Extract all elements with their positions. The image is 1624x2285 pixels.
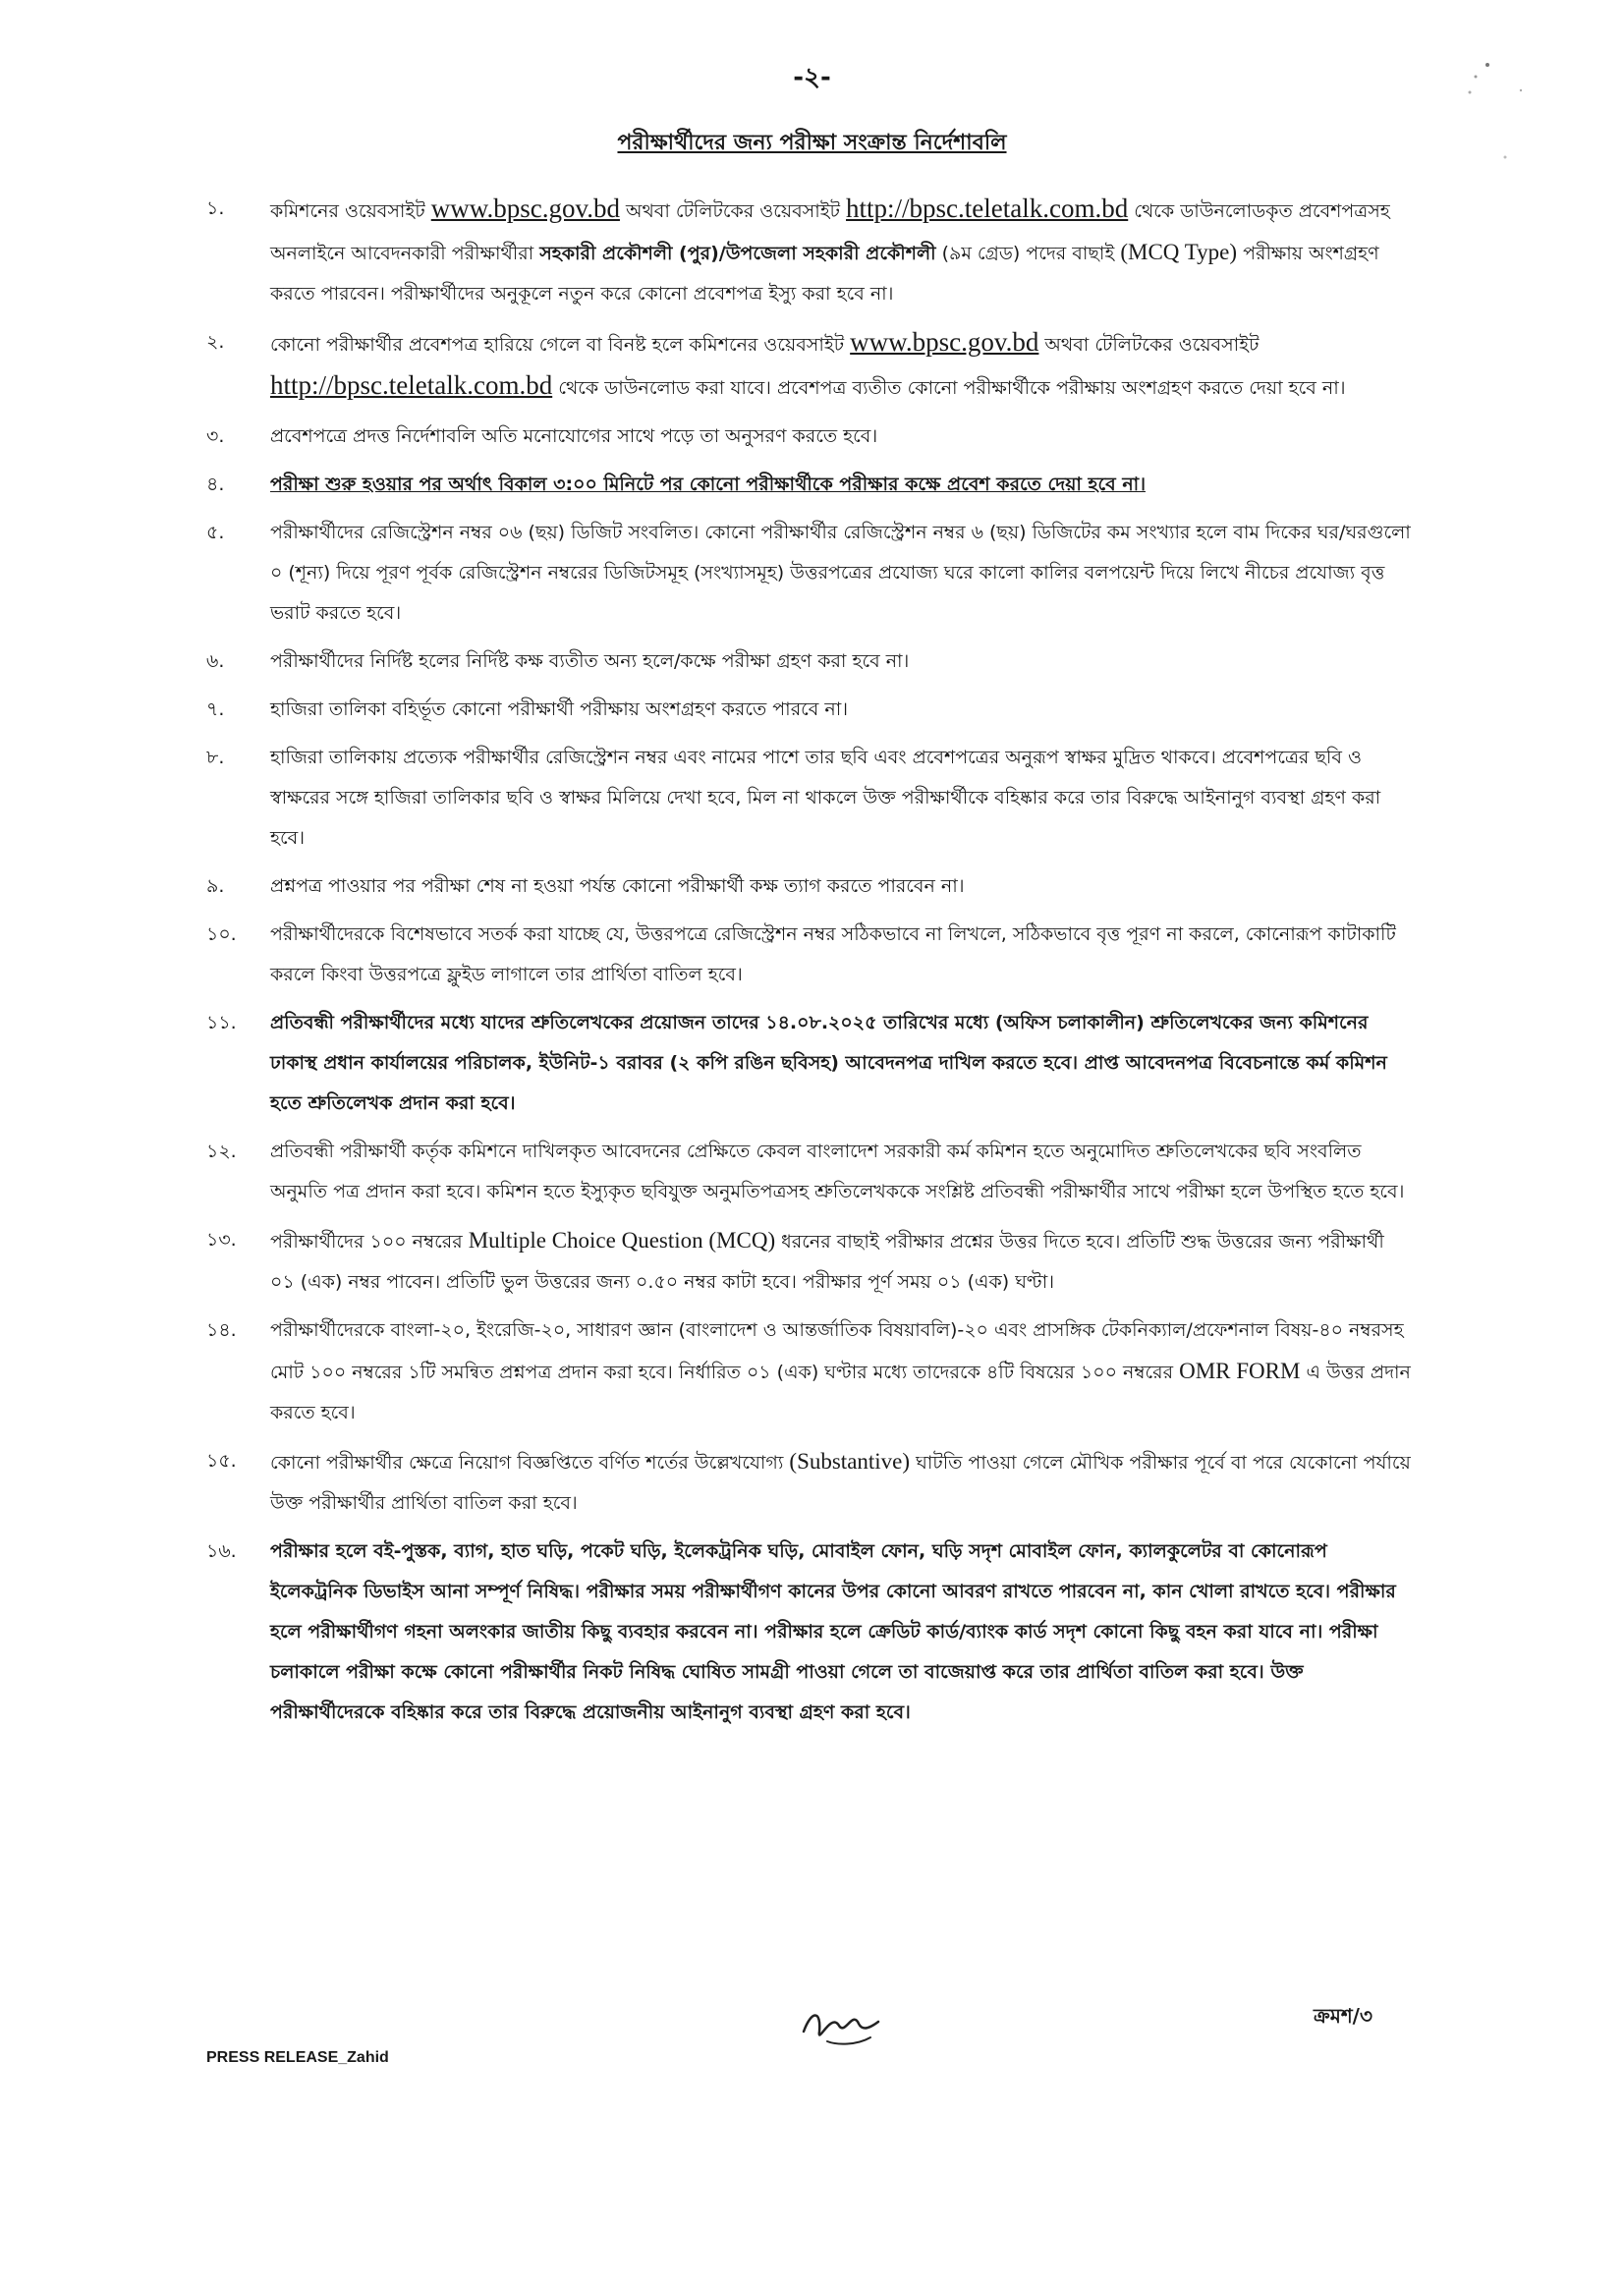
- item-number: ৩.: [206, 425, 225, 447]
- signature-mark: [798, 2002, 886, 2049]
- instruction-item: [206, 1220, 1413, 1303]
- item-number: ১৫.: [206, 1450, 237, 1472]
- instruction-item: [206, 915, 1413, 995]
- item-number: ১.: [206, 197, 225, 219]
- text-segment: কোনো পরীক্ষার্থীর ক্ষেত্রে নিয়োগ বিজ্ঞপ্তিতে বর্ণিত শর্তের উল্লেখযোগ্য: [270, 1452, 790, 1474]
- text-segment: OMR FORM: [1179, 1359, 1301, 1383]
- text-segment: পরীক্ষার্থীদের রেজিস্ট্রেশন নম্বর ০৬ (ছয়) ডিজিট সংবলিত। কোনো পরীক্ষার্থীর রেজিস্ট্রেশন নম্বর ৬ (ছয়) ডিজিটের কম সংখ্যার হলে বাম দিকের ঘর/ঘরগুলো ০ (শূন্য) দিয়ে পূরণ পূর্বক রেজিস্ট্রেশন নম্বরের ডিজিটসমূহ (সংখ্যাসমূহ) উত্তরপত্রের প্রযোজ্য ঘরে কালো কালির বলপয়েন্ট দিয়ে লিখে নীচের প্রযোজ্য বৃত্ত ভরাট করতে হবে।: [270, 522, 1411, 624]
- item-number: ৫.: [206, 522, 225, 543]
- item-number: ৯.: [206, 875, 225, 897]
- website-link[interactable]: http://bpsc.teletalk.com.bd: [270, 370, 553, 400]
- text-segment: এ উত্তর প্রদান করতে হবে।: [270, 1362, 1411, 1423]
- instruction-item: [206, 322, 1413, 409]
- text-segment: Multiple Choice Question (MCQ): [468, 1228, 776, 1253]
- text-segment: অথবা টেলিটকের ওয়েবসাইট: [1038, 334, 1260, 356]
- item-text: [270, 1228, 1384, 1293]
- text-segment: পরীক্ষার্থীদেরকে বাংলা-২০, ইংরেজি-২০, সাধারণ জ্ঞান (বাংলাদেশ ও আন্তর্জাতিক বিষয়াবলি)-২০ এবং প্রাসঙ্গিক টেকনিক্যাল/প্রফেশনাল বিষয়-৪০ নম্বরসহ মোট ১০০ নম্বরের ১টি সমন্বিত প্রশ্নপত্র প্রদান করা হবে। নির্ধারিত ০১ (এক) ঘণ্টার মধ্যে তাদেরকে ৪টি বিষয়ের ১০০ নম্বরের: [270, 1319, 1404, 1383]
- text-segment: পরীক্ষার হলে বই-পুস্তক, ব্যাগ, হাত ঘড়ি, পকেট ঘড়ি, ইলেকট্রনিক ঘড়ি, মোবাইল ফোন, ঘড়ি সদৃশ মোবাইল ফোন, ক্যালকুলেটর বা কোনোরূপ ইলেকট্রনিক ডিভাইস আনা সম্পূর্ণ নিষিদ্ধ। পরীক্ষার সময় পরীক্ষার্থীগণ কানের উপর কোনো আবরণ রাখতে পারবেন না, কান খোলা রাখতে হবে। পরীক্ষার হলে পরীক্ষার্থীগণ গহনা অলংকার জাতীয় কিছু ব্যবহার করবেন না। পরীক্ষার হলে ক্রেডিট কার্ড/ব্যাংক কার্ড সদৃশ কোনো কিছু বহন করা যাবে না। পরীক্ষা চলাকালে পরীক্ষা কক্ষে কোনো পরীক্ষার্থীর নিকট নিষিদ্ধ ঘোষিত সামগ্রী পাওয়া গেলে তা বাজেয়াপ্ত করে তার প্রার্থিতা বাতিল করা হবে। উক্ত পরীক্ষার্থীদেরকে বহিষ্কার করে তার বিরুদ্ধে প্রয়োজনীয় আইনানুগ ব্যবস্থা গ্রহণ করা হবে।: [270, 1540, 1396, 1723]
- instruction-item: [206, 1441, 1413, 1524]
- instruction-item: [206, 1003, 1413, 1124]
- item-text: [270, 1319, 1411, 1423]
- text-segment: ঘাটতি পাওয়া গেলে মৌখিক পরীক্ষার পূর্বে বা পরে যেকোনো পর্যায়ে উক্ত পরীক্ষার্থীর প্রার্থিতা বাতিল করা হবে।: [270, 1452, 1411, 1514]
- item-text: [270, 875, 965, 897]
- text-segment: প্রশ্নপত্র পাওয়ার পর পরীক্ষা শেষ না হওয়া পর্যন্ত কোনো পরীক্ষার্থী কক্ষ ত্যাগ করতে পারবেন না।: [270, 875, 965, 897]
- website-link[interactable]: www.bpsc.gov.bd: [850, 327, 1039, 357]
- page-number: -২-: [793, 63, 831, 92]
- text-segment: হাজিরা তালিকা বহির্ভূত কোনো পরীক্ষার্থী পরীক্ষায় অংশগ্রহণ করতে পারবে না।: [270, 698, 849, 720]
- text-segment: পরীক্ষার্থীদের নির্দিষ্ট হলের নির্দিষ্ট কক্ষ ব্যতীত অন্য হলে/কক্ষে পরীক্ষা গ্রহণ করা হবে না।: [270, 650, 910, 672]
- instruction-item: [206, 738, 1413, 859]
- instruction-item: [206, 513, 1413, 634]
- text-segment: (৯ম গ্রেড) পদের বাছাই: [935, 243, 1121, 264]
- text-segment: সহকারী প্রকৌশলী (পুর)/উপজেলা সহকারী প্রকৌশলী: [539, 243, 936, 264]
- item-number: ৪.: [206, 474, 225, 495]
- text-segment: পরীক্ষার্থীদেরকে বিশেষভাবে সতর্ক করা যাচ্ছে যে, উত্তরপত্রে রেজিস্ট্রেশন নম্বর সঠিকভাবে না লিখলে, সঠিকভাবে বৃত্ত পূরণ না করলে, কোনোরূপ কাটাকাটি করলে কিংবা উত্তরপত্রে ফ্লুইড লাগালে তার প্রার্থিতা বাতিল হবে।: [270, 923, 1396, 985]
- text-segment: অথবা টেলিটকের ওয়েবসাইট: [619, 200, 847, 222]
- text-segment: (MCQ Type): [1120, 240, 1238, 264]
- continued-marker: ক্রমশ/৩: [1314, 2004, 1372, 2028]
- instruction-item: [206, 866, 1413, 907]
- item-text: [270, 698, 848, 720]
- text-segment: থেকে ডাউনলোডকৃত প্রবেশপত্রসহ অনলাইনে আবেদনকারী পরীক্ষার্থীরা: [270, 200, 1390, 264]
- item-number: ২.: [206, 331, 225, 353]
- text-segment: থেকে ডাউনলোড করা যাবে। প্রবেশপত্র ব্যতীত কোনো পরীক্ষার্থীকে পরীক্ষায় অংশগ্রহণ করতে দেয়া হবে না।: [552, 377, 1346, 399]
- text-segment: পরীক্ষায় অংশগ্রহণ করতে পারবেন। পরীক্ষার্থীদের অনুকূলে নতুন করে কোনো প্রবেশপত্র ইস্যু করা হবে না।: [270, 243, 1379, 305]
- item-text: [270, 1540, 1396, 1723]
- item-text: [270, 1012, 1387, 1114]
- item-text: [270, 327, 1346, 400]
- instruction-item: [206, 641, 1413, 682]
- item-text: [270, 194, 1390, 305]
- text-segment: কোনো পরীক্ষার্থীর প্রবেশপত্র হারিয়ে গেলে বা বিনষ্ট হলে কমিশনের ওয়েবসাইট: [270, 334, 851, 356]
- text-segment: পরীক্ষা শুরু হওয়ার পর অর্থাৎ বিকাল ৩:০০ মিনিটে পর কোনো পরীক্ষার্থীকে পরীক্ষার কক্ষে প্রবেশ করতে দেয়া হবে না।: [270, 474, 1146, 495]
- item-number: ১১.: [206, 1012, 237, 1033]
- item-number: ১২.: [206, 1141, 237, 1162]
- item-number: ১৬.: [206, 1540, 237, 1562]
- text-segment: প্রতিবন্ধী পরীক্ষার্থী কর্তৃক কমিশনে দাখিলকৃত আবেদনের প্রেক্ষিতে কেবল বাংলাদেশ সরকারী কর্ম কমিশন হতে অনুমোদিত শ্রুতিলেখকের ছবি সংবলিত অনুমতি পত্র প্রদান করা হবে। কমিশন হতে ইস্যুকৃত ছবিযুক্ত অনুমতিপত্রসহ শ্রুতিলেখককে সংশ্লিষ্ট প্রতিবন্ধী পরীক্ষার্থীর সাথে পরীক্ষা হলে উপস্থিত হতে হবে।: [270, 1141, 1405, 1202]
- item-text: [270, 1449, 1411, 1514]
- item-text: [270, 747, 1380, 849]
- website-link[interactable]: http://bpsc.teletalk.com.bd: [846, 194, 1129, 223]
- footer-label: PRESS RELEASE_Zahid: [206, 2049, 389, 2066]
- item-text: [270, 425, 877, 447]
- item-text: [270, 650, 909, 672]
- instruction-item: [206, 1132, 1413, 1212]
- item-number: ১৩.: [206, 1229, 237, 1251]
- text-segment: প্রতিবন্ধী পরীক্ষার্থীদের মধ্যে যাদের শ্রুতিলেখকের প্রয়োজন তাদের ১৪.০৮.২০২৫ তারিখের মধ্যে (অফিস চলাকালীন) শ্রুতিলেখকের জন্য কমিশনের ঢাকাস্থ প্রধান কার্যালয়ের পরিচালক, ইউনিট-১ বরাবর (২ কপি রঙিন ছবিসহ) আবেদনপত্র দাখিল করতে হবে। প্রাপ্ত আবেদনপত্র বিবেচনান্তে কর্ম কমিশন হতে শ্রুতিলেখক প্রদান করা হবে।: [270, 1012, 1387, 1114]
- text-segment: ধরনের বাছাই পরীক্ষার প্রশ্নের উত্তর দিতে হবে। প্রতিটি শুদ্ধ উত্তরের জন্য পরীক্ষার্থী ০১ (এক) নম্বর পাবেন। প্রতিটি ভুল উত্তরের জন্য ০.৫০ নম্বর কাটা হবে। পরীক্ষার পূর্ণ সময় ০১ (এক) ঘণ্টা।: [270, 1231, 1384, 1293]
- item-text: [270, 923, 1396, 985]
- text-segment: কমিশনের ওয়েবসাইট: [270, 200, 431, 222]
- text-segment: (Substantive): [789, 1449, 911, 1474]
- item-text: [270, 522, 1411, 624]
- document-title: পরীক্ষার্থীদের জন্য পরীক্ষা সংক্রান্ত নির্দেশাবলি: [617, 131, 1007, 155]
- instruction-item: [206, 465, 1413, 505]
- item-number: ৮.: [206, 747, 225, 768]
- text-segment: পরীক্ষার্থীদের ১০০ নম্বরের: [270, 1231, 469, 1253]
- instruction-item: [206, 1532, 1413, 1733]
- item-number: ৭.: [206, 698, 225, 720]
- item-text: [270, 1141, 1404, 1202]
- item-number: ১৪.: [206, 1319, 237, 1341]
- item-number: ৬.: [206, 650, 225, 672]
- instruction-item: [206, 690, 1413, 730]
- instruction-list: [206, 189, 1413, 1741]
- website-link[interactable]: www.bpsc.gov.bd: [430, 194, 620, 223]
- item-text: [270, 474, 1146, 495]
- text-segment: হাজিরা তালিকায় প্রত্যেক পরীক্ষার্থীর রেজিস্ট্রেশন নম্বর এবং নামের পাশে তার ছবি এবং প্রবেশপত্রের অনুরূপ স্বাক্ষর মুদ্রিত থাকবে। প্রবেশপত্রের ছবি ও স্বাক্ষরের সঙ্গে হাজিরা তালিকার ছবি ও স্বাক্ষর মিলিয়ে দেখা হবে, মিল না থাকলে উক্ত পরীক্ষার্থীকে বহিষ্কার করে তার বিরুদ্ধে আইনানুগ ব্যবস্থা গ্রহণ করা হবে।: [270, 747, 1381, 849]
- scan-specks: [1452, 51, 1531, 179]
- instruction-item: [206, 1310, 1413, 1433]
- text-segment: প্রবেশপত্রে প্রদত্ত নির্দেশাবলি অতি মনোযোগের সাথে পড়ে তা অনুসরণ করতে হবে।: [270, 425, 878, 447]
- item-number: ১০.: [206, 923, 237, 945]
- instruction-item: [206, 417, 1413, 457]
- instruction-item: [206, 189, 1413, 314]
